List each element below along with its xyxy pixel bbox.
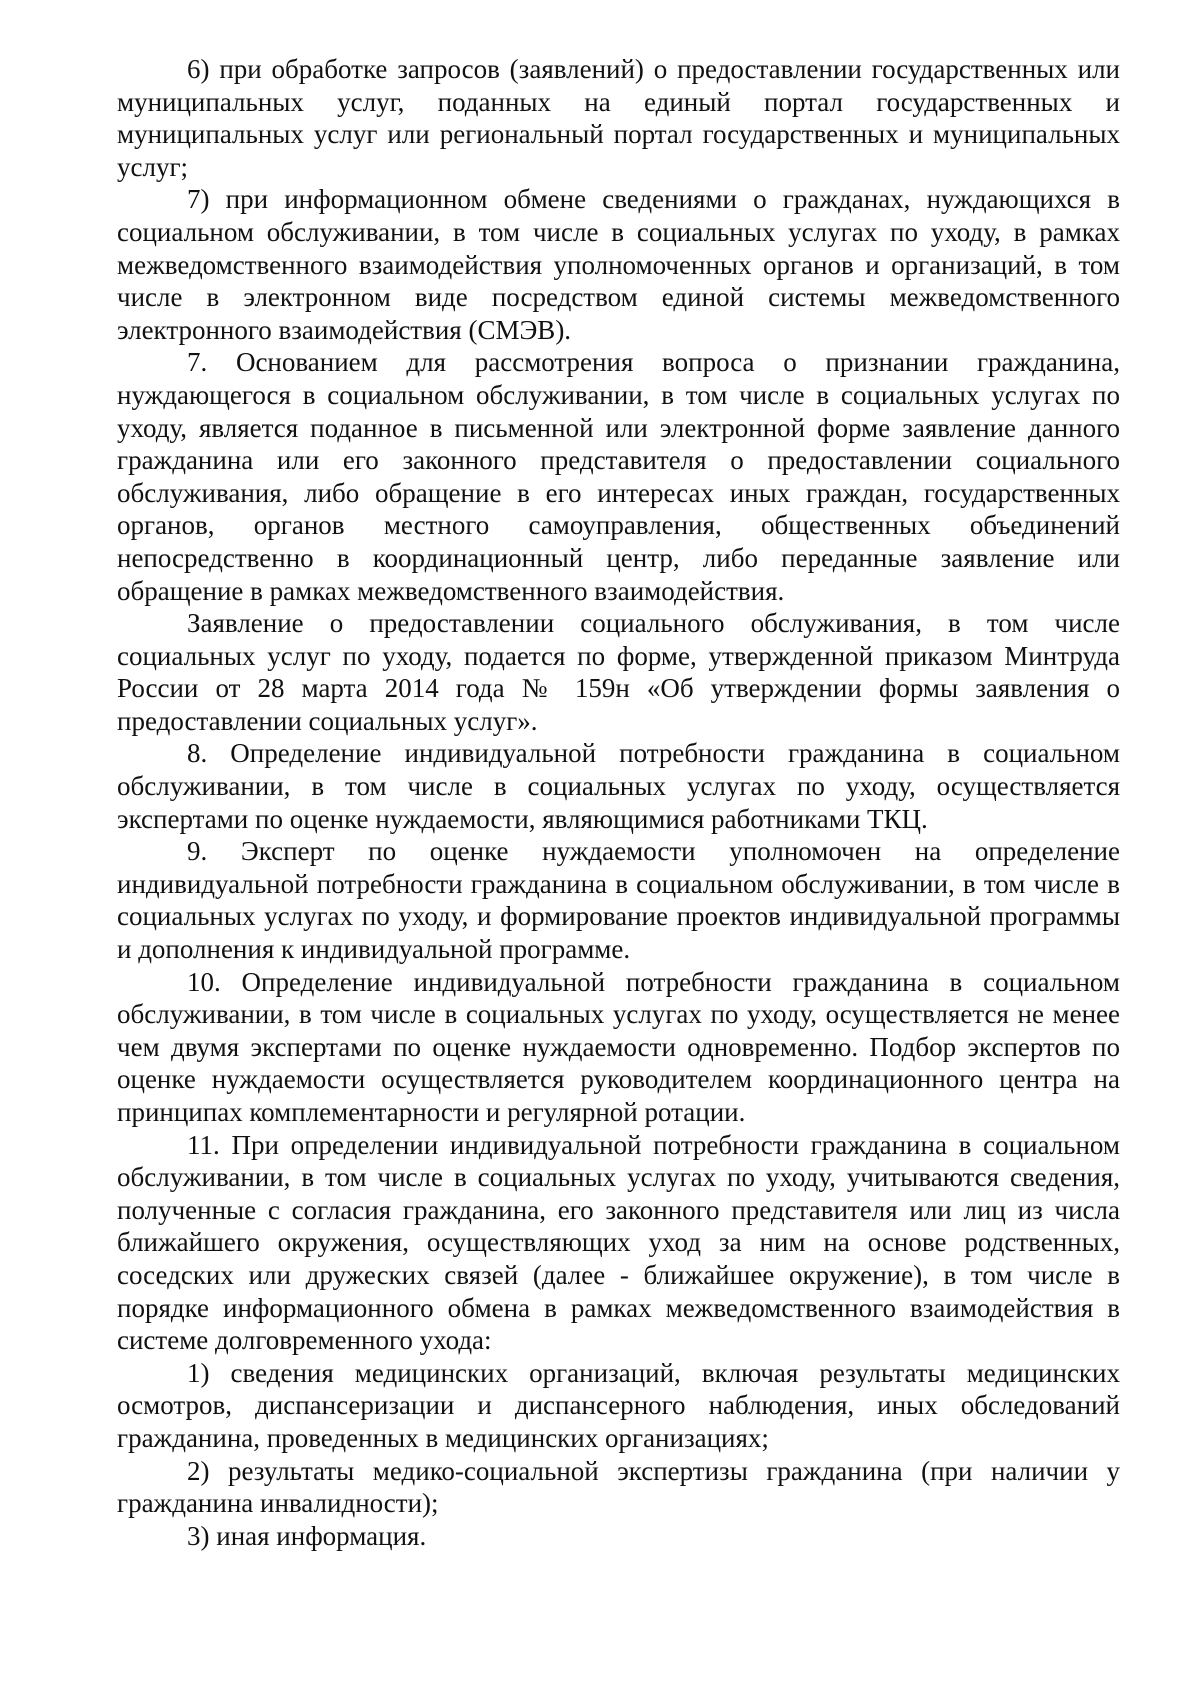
paragraph-item-6: 6) при обработке запросов (заявлений) о предоставлении государственных или муниципальных услуг, поданных на единый портал государственных и муниципальных услуг или региональный портал государственных и муниципальных услуг; bbox=[117, 54, 1120, 182]
paragraph-clause-10: 10. Определение индивидуальной потребности гражданина в социальном обслуживании, в том числе в социальных услугах по уходу, осуществляется не менее чем двумя экспертами по оценке нуждаемости одновременно. Подбор экспертов по оценке нуждаемости осуществляется руководителем координационного центра на принципах комплементарности и регулярной ротации. bbox=[117, 966, 1120, 1127]
paragraph-clause-11: 11. При определении индивидуальной потребности гражданина в социальном обслуживании, в том числе в социальных услугах по уходу, учитываются сведения, полученные с согласия гражданина, его законного представителя или лиц из числа ближайшего окружения, осуществляющих уход за ним на основе родственных, соседских или дружеских связей (далее - ближайшее окружение), в том числе в порядке информационного обмена в рамках межведомственного взаимодействия в системе долговременного ухода: bbox=[117, 1129, 1120, 1356]
paragraph-clause-8: 8. Определение индивидуальной потребности гражданина в социальном обслуживании, в том числе в социальных услугах по уходу, осуществляется экспертами по оценке нуждаемости, являющимися работниками ТКЦ. bbox=[117, 738, 1120, 834]
paragraph-subitem-2: 2) результаты медико-социальной экспертизы гражданина (при наличии у гражданина инвалидности); bbox=[117, 1455, 1120, 1519]
paragraph-clause-9: 9. Эксперт по оценке нуждаемости уполномочен на определение индивидуальной потребности гражданина в социальном обслуживании, в том числе в социальных услугах по уходу, и формирование проектов индивидуальной программы и дополнения к индивидуальной программе. bbox=[117, 836, 1120, 965]
paragraph-subitem-3: 3) иная информация. bbox=[187, 1520, 427, 1551]
paragraph-application-form: Заявление о предоставлении социального обслуживания, в том числе социальных услуг по уходу, подается по форме, утвержденной приказом Минтруда России от 28 марта 2014 года № 159н «Об утверждении формы заявления о предоставлении социальных услуг». bbox=[117, 608, 1120, 736]
document-text bbox=[117, 53, 1120, 1552]
paragraph-subitem-1: 1) сведения медицинских организаций, включая результаты медицинских осмотров, диспансеризации и диспансерного наблюдения, иных обследований гражданина, проведенных в медицинских организациях; bbox=[117, 1357, 1120, 1453]
paragraph-item-7: 7) при информационном обмене сведениями о гражданах, нуждающихся в социальном обслуживании, в том числе в социальных услугах по уходу, в рамках межведомственного взаимодействия уполномоченных органов и организаций, в том числе в электронном виде посредством единой системы межведомственного электронного взаимодействия (СМЭВ). bbox=[117, 184, 1120, 345]
paragraph-clause-7: 7. Основанием для рассмотрения вопроса о признании гражданина, нуждающегося в социальном обслуживании, в том числе в социальных услугах по уходу, является поданное в письменной или электронной форме заявление данного гражданина или его законного представителя о предоставлении социального обслуживания, либо обращение в его интересах иных граждан, государственных органов, органов местного самоуправления, общественных объединений непосредственно в координационный центр, либо переданные заявление или обращение в рамках межведомственного взаимодействия. bbox=[117, 347, 1120, 606]
